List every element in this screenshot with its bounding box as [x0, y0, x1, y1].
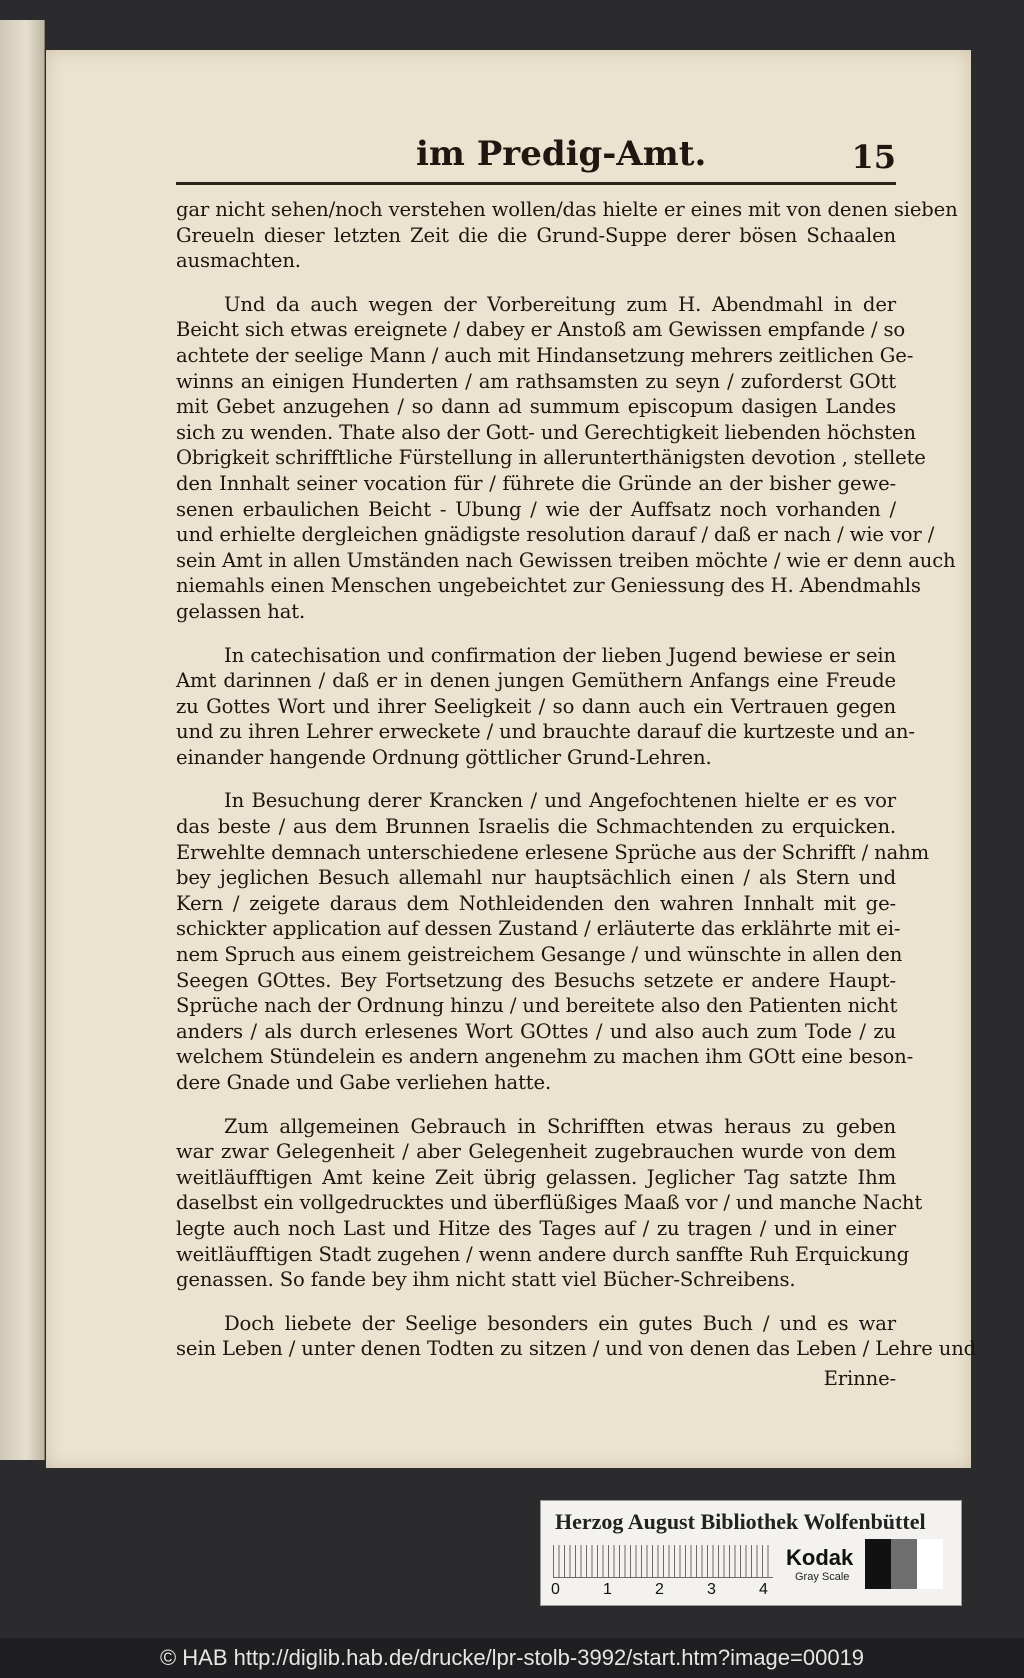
text-line: Amt darinnen / daß er in denen jungen Gemüthern Anfangs eine Freude — [176, 669, 896, 693]
catchword: Erinne- — [823, 1366, 896, 1390]
text-line: genassen. So fande bey ihm nicht statt viel Bücher-Schreibens. — [176, 1268, 796, 1292]
text-line: Sprüche nach der Ordnung hinzu / und bereitete also den Patienten nicht — [176, 994, 898, 1018]
text-line: und erhielte dergleichen gnädigste resolution darauf / daß er nach / wie vor / — [176, 523, 935, 547]
gray-scale-label: Gray Scale — [795, 1571, 850, 1583]
black-swatch — [865, 1539, 891, 1589]
text-line: den Innhalt seiner vocation für / führete die Gründe an der bisher gewe- — [176, 471, 896, 495]
library-name: Herzog August Bibliothek Wolfenbüttel — [555, 1509, 926, 1534]
white-swatch — [917, 1539, 943, 1589]
text-line: sein Leben / unter denen Todten zu sitzen / und von denen das Leben / Lehre und — [176, 1337, 977, 1361]
paragraph — [176, 197, 958, 274]
body-text — [176, 197, 977, 1392]
text-line: Obrigkeit schrifftliche Fürstellung in allerunterthänigsten devotion , stellete — [176, 446, 926, 470]
text-line: zu Gottes Wort und ihrer Seeligkeit / so dann auch ein Vertrauen gegen — [176, 694, 896, 718]
copyright-footer: © HAB http://diglib.hab.de/drucke/lpr-stolb-3992/start.htm?image=00019 — [0, 1638, 1024, 1678]
text-line: Greueln dieser letzten Zeit die die Grund-Suppe derer bösen Schaalen — [176, 223, 896, 247]
text-line: Erwehlte demnach unterschiedene erlesene Sprüche aus der Schrifft / nahm — [176, 840, 930, 864]
text-line: das beste / aus dem Brunnen Israelis die Schmachtenden zu erquicken. — [176, 815, 896, 839]
text-line: gelassen hat. — [176, 599, 306, 623]
text-line: einander hangende Ordnung göttlicher Grund-Lehren. — [176, 745, 712, 769]
text-line: legte auch noch Last und Hitze des Tages auf / zu tragen / und in einer — [176, 1216, 896, 1240]
ruler-number: 3 — [707, 1581, 716, 1598]
running-head-title: im Predig-Amt. — [416, 134, 707, 174]
scale-ruler — [553, 1545, 773, 1578]
text-line: In catechisation und confirmation der lieben Jugend bewiese er sein — [224, 643, 896, 667]
text-line: bey jeglichen Besuch allemahl nur hauptsächlich einen / als Stern und — [176, 866, 896, 890]
ruler-number: 1 — [603, 1581, 612, 1598]
text-line: achtete der seelige Mann / auch mit Hindansetzung mehrers zeitlichen Ge- — [176, 343, 914, 367]
kodak-logo: Kodak — [786, 1545, 854, 1570]
color-calibration-target — [540, 1500, 962, 1606]
page-number: 15 — [851, 138, 896, 176]
ruler-number: 2 — [655, 1581, 664, 1598]
gray-swatch — [891, 1539, 917, 1589]
book-page — [46, 50, 977, 1468]
text-line: sich zu wenden. Thate also der Gott- und Gerechtigkeit liebenden höchsten — [176, 420, 916, 444]
paragraph — [176, 643, 915, 771]
text-line: war zwar Gelegenheit / aber Gelegenheit zugebrauchen wurde von dem — [176, 1140, 896, 1164]
text-line: welchem Stündelein es andern angenehm zu machen ihm GOtt eine beson- — [176, 1045, 914, 1069]
text-line: weitläufftigen Amt keine Zeit übrig gelassen. Jeglicher Tag satzte Ihm — [176, 1165, 896, 1189]
text-line: Seegen GOttes. Bey Fortsetzung des Besuchs setzete er andere Haupt- — [176, 968, 896, 992]
ruler-number: 4 — [759, 1581, 768, 1598]
text-line: Kern / zeigete daraus dem Nothleidenden den wahren Innhalt mit ge- — [176, 891, 896, 915]
ruler-number: 0 — [551, 1581, 560, 1598]
paragraph — [176, 292, 956, 625]
text-line: niemahls einen Menschen ungebeichtet zur Geniessung des H. Abendmahls — [176, 574, 921, 598]
running-head — [176, 130, 896, 185]
text-line: gar nicht sehen/noch verstehen wollen/das hielte er eines mit von denen sieben — [176, 198, 958, 221]
page-content — [176, 130, 977, 1392]
text-line: daselbst ein vollgedrucktes und überflüßiges Maaß vor / und manche Nacht — [176, 1191, 923, 1215]
text-line: Zum allgemeinen Gebrauch in Schrifften etwas heraus zu geben — [224, 1114, 896, 1138]
text-line: Doch liebete der Seelige besonders ein gutes Buch / und es war — [224, 1311, 896, 1335]
text-line: mit Gebet anzugehen / so dann ad summum episcopum dasigen Landes — [176, 395, 896, 419]
adjacent-page-edge — [0, 20, 45, 1460]
text-line: winns an einigen Hunderten / am rathsamsten zu seyn / zuforderst GOtt — [176, 369, 896, 393]
text-line: dere Gnade und Gabe verliehen hatte. — [176, 1071, 552, 1094]
paragraph — [176, 788, 930, 1095]
text-line: sein Amt in allen Umständen nach Gewissen treiben möchte / wie er denn auch — [176, 548, 956, 572]
text-line: Und da auch wegen der Vorbereitung zum H. Abendmahl in der — [224, 292, 896, 316]
text-line: ausmachten. — [176, 249, 301, 273]
text-line: weitläufftigen Stadt zugehen / wenn andere durch sanffte Ruh Erquickung — [176, 1242, 909, 1266]
text-line: schickter application auf dessen Zustand / erläuterte das erklährte mit ei- — [176, 917, 901, 941]
text-line: Beicht sich etwas ereignete / dabey er Anstoß am Gewissen empfande / so — [176, 318, 906, 342]
paragraph — [176, 1114, 923, 1293]
text-line: senen erbaulichen Beicht - Ubung / wie der Auffsatz noch vorhanden / — [176, 497, 896, 521]
paragraph — [176, 1311, 977, 1362]
text-line: nem Spruch aus einem geistreichem Gesange / und wünschte in allen den — [176, 943, 903, 967]
text-line: In Besuchung derer Krancken / und Angefochtenen hielte er es vor — [224, 789, 896, 813]
text-line: anders / als durch erlesenes Wort GOttes / und also auch zum Tode / zu — [176, 1019, 896, 1043]
text-line: und zu ihren Lehrer erweckete / und brauchte darauf die kurtzeste und an- — [176, 720, 915, 744]
